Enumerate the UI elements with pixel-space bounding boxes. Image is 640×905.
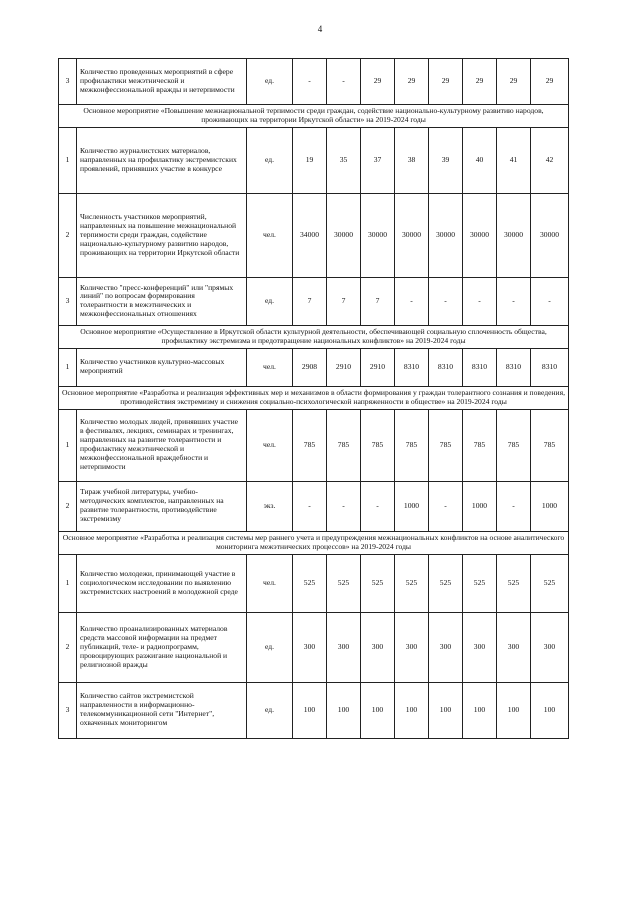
row-number: 2 xyxy=(59,193,77,277)
unit-of-measure: чел. xyxy=(247,409,293,481)
indicator-value: 29 xyxy=(497,59,531,105)
indicator-value: 525 xyxy=(327,554,361,612)
unit-of-measure: чел. xyxy=(247,554,293,612)
row-number: 2 xyxy=(59,481,77,531)
unit-of-measure: чел. xyxy=(247,348,293,386)
indicator-value: 525 xyxy=(463,554,497,612)
indicator-value: 785 xyxy=(361,409,395,481)
indicator-value: 8310 xyxy=(429,348,463,386)
indicator-value: 29 xyxy=(531,59,569,105)
indicator-value: 1000 xyxy=(395,481,429,531)
indicator-value: 7 xyxy=(361,277,395,325)
indicator-value: - xyxy=(293,481,327,531)
indicator-value: 300 xyxy=(497,612,531,682)
indicator-value: 785 xyxy=(293,409,327,481)
indicator-value: 19 xyxy=(293,127,327,193)
section-header-row xyxy=(59,531,569,554)
indicator-name: Количество "пресс-конференций" или "прямых линий" по вопросам формирования толерантности в межэтнических и межконфессиональных отношениях xyxy=(77,277,247,325)
indicator-value: 29 xyxy=(395,59,429,105)
indicator-value: 525 xyxy=(429,554,463,612)
indicator-value: 1000 xyxy=(463,481,497,531)
indicator-name: Количество молодых людей, принявших участие в фестивалях, лекциях, семинарах и тренингах, направленных на развитие толерантности и профилактику межэтнической и межконфессиональной враждебности и нетерпимости xyxy=(77,409,247,481)
row-number: 1 xyxy=(59,554,77,612)
row-number: 1 xyxy=(59,409,77,481)
indicator-name: Количество журналистских материалов, направленных на профилактику экстремистских проявлений, принявших участие в конкурсе xyxy=(77,127,247,193)
indicator-value: 8310 xyxy=(395,348,429,386)
indicator-value: 30000 xyxy=(531,193,569,277)
table-row xyxy=(59,481,569,531)
indicator-value: 785 xyxy=(463,409,497,481)
section-title: Основное мероприятие «Разработка и реализация эффективных мер и механизмов в области формирования у граждан толерантного сознания и поведения, противодействия экстремизму и снижения социально-психологической напряженности в обществе» на 2019-2024 годы xyxy=(59,386,569,409)
unit-of-measure: ед. xyxy=(247,277,293,325)
unit-of-measure: ед. xyxy=(247,612,293,682)
indicator-value: - xyxy=(429,277,463,325)
table-row xyxy=(59,612,569,682)
unit-of-measure: ед. xyxy=(247,682,293,738)
indicator-value: 7 xyxy=(293,277,327,325)
section-header-row xyxy=(59,105,569,128)
indicator-value: 100 xyxy=(497,682,531,738)
indicator-value: 29 xyxy=(361,59,395,105)
indicator-value: 300 xyxy=(293,612,327,682)
indicator-value: 525 xyxy=(497,554,531,612)
indicators-table xyxy=(58,58,569,739)
indicator-value: 37 xyxy=(361,127,395,193)
indicator-value: 34000 xyxy=(293,193,327,277)
indicator-name: Тираж учебной литературы, учебно-методических комплектов, направленных на развитие толерантности, противодействие экстремизму xyxy=(77,481,247,531)
row-number: 2 xyxy=(59,612,77,682)
indicator-value: 100 xyxy=(463,682,497,738)
table-row xyxy=(59,193,569,277)
row-number: 3 xyxy=(59,682,77,738)
indicator-value: 41 xyxy=(497,127,531,193)
indicator-value: 300 xyxy=(429,612,463,682)
indicator-value: 2908 xyxy=(293,348,327,386)
indicator-value: 2910 xyxy=(327,348,361,386)
indicator-value: - xyxy=(497,481,531,531)
indicator-value: 39 xyxy=(429,127,463,193)
table-row xyxy=(59,277,569,325)
unit-of-measure: ед. xyxy=(247,127,293,193)
indicator-value: 30000 xyxy=(429,193,463,277)
indicator-value: 300 xyxy=(361,612,395,682)
indicator-value: 525 xyxy=(395,554,429,612)
indicator-value: - xyxy=(463,277,497,325)
indicator-value: 785 xyxy=(531,409,569,481)
indicator-value: 100 xyxy=(531,682,569,738)
indicator-value: 30000 xyxy=(497,193,531,277)
indicator-value: - xyxy=(429,481,463,531)
indicator-value: 300 xyxy=(531,612,569,682)
indicator-name: Количество сайтов экстремистской направленности в информационно-телекоммуникационной сети "Интернет", охваченных мониторингом xyxy=(77,682,247,738)
indicator-value: 100 xyxy=(361,682,395,738)
indicator-value: 2910 xyxy=(361,348,395,386)
indicator-value: 785 xyxy=(429,409,463,481)
indicator-value: 30000 xyxy=(395,193,429,277)
indicator-value: 300 xyxy=(327,612,361,682)
indicator-name: Количество молодежи, принимающей участие в социологическом исследовании по выявлению экстремистских настроений в молодежной среде xyxy=(77,554,247,612)
section-title: Основное мероприятие «Осуществление в Иркутской области культурной деятельности, обеспечивающей социальную сплоченность общества, профилактику экстремизма и предотвращение национальных конфликтов» на 2019-2024 годы xyxy=(59,325,569,348)
unit-of-measure: экз. xyxy=(247,481,293,531)
indicator-value: 30000 xyxy=(361,193,395,277)
indicator-name: Количество проведенных мероприятий в сфере профилактики межэтнической и межконфессиональной вражды и нетерпимости xyxy=(77,59,247,105)
section-header-row xyxy=(59,325,569,348)
table-row xyxy=(59,554,569,612)
indicator-value: 40 xyxy=(463,127,497,193)
indicator-value: 525 xyxy=(361,554,395,612)
indicator-value: - xyxy=(395,277,429,325)
indicator-value: 30000 xyxy=(327,193,361,277)
indicator-value: - xyxy=(327,59,361,105)
section-title: Основное мероприятие «Разработка и реализация системы мер раннего учета и предупреждения межнациональных конфликтов на основе аналитического мониторинга межэтнических процессов» на 2019-2024 годы xyxy=(59,531,569,554)
indicator-value: 8310 xyxy=(463,348,497,386)
indicator-value: 785 xyxy=(395,409,429,481)
indicator-value: - xyxy=(293,59,327,105)
indicator-value: - xyxy=(497,277,531,325)
unit-of-measure: ед. xyxy=(247,59,293,105)
indicator-name: Количество проанализированных материалов средств массовой информации на предмет публикаций, теле- и радиопрограмм, провоцирующих разжигание национальной и религиозной вражды xyxy=(77,612,247,682)
indicator-value: - xyxy=(531,277,569,325)
indicator-name: Численность участников мероприятий, направленных на повышение межнациональной терпимости среди граждан, содействие национально-культурному развитию народов, проживающих на территории Иркутской области xyxy=(77,193,247,277)
indicator-value: 300 xyxy=(395,612,429,682)
indicator-name: Количество участников культурно-массовых мероприятий xyxy=(77,348,247,386)
indicator-value: 525 xyxy=(293,554,327,612)
indicator-value: 38 xyxy=(395,127,429,193)
indicator-value: 300 xyxy=(463,612,497,682)
indicator-value: 35 xyxy=(327,127,361,193)
table-row xyxy=(59,59,569,105)
indicator-value: 100 xyxy=(293,682,327,738)
indicator-value: 785 xyxy=(497,409,531,481)
table-row xyxy=(59,127,569,193)
page-number: 4 xyxy=(317,24,323,34)
section-title: Основное мероприятие «Повышение межнациональной терпимости среди граждан, содействие национально-культурному развитию народов, проживающих на территории Иркутской области» на 2019-2024 годы xyxy=(59,105,569,128)
indicator-value: 1000 xyxy=(531,481,569,531)
indicator-value: 42 xyxy=(531,127,569,193)
indicator-value: 29 xyxy=(463,59,497,105)
table-row xyxy=(59,682,569,738)
indicator-value: - xyxy=(327,481,361,531)
section-header-row xyxy=(59,386,569,409)
indicator-value: 100 xyxy=(429,682,463,738)
table-row xyxy=(59,348,569,386)
table-row xyxy=(59,409,569,481)
unit-of-measure: чел. xyxy=(247,193,293,277)
indicator-value: 100 xyxy=(395,682,429,738)
indicator-value: 30000 xyxy=(463,193,497,277)
indicator-value: - xyxy=(361,481,395,531)
indicator-value: 29 xyxy=(429,59,463,105)
indicator-value: 7 xyxy=(327,277,361,325)
indicator-value: 525 xyxy=(531,554,569,612)
row-number: 3 xyxy=(59,59,77,105)
row-number: 1 xyxy=(59,348,77,386)
row-number: 3 xyxy=(59,277,77,325)
row-number: 1 xyxy=(59,127,77,193)
indicator-value: 8310 xyxy=(531,348,569,386)
indicator-value: 8310 xyxy=(497,348,531,386)
indicator-value: 100 xyxy=(327,682,361,738)
indicator-value: 785 xyxy=(327,409,361,481)
